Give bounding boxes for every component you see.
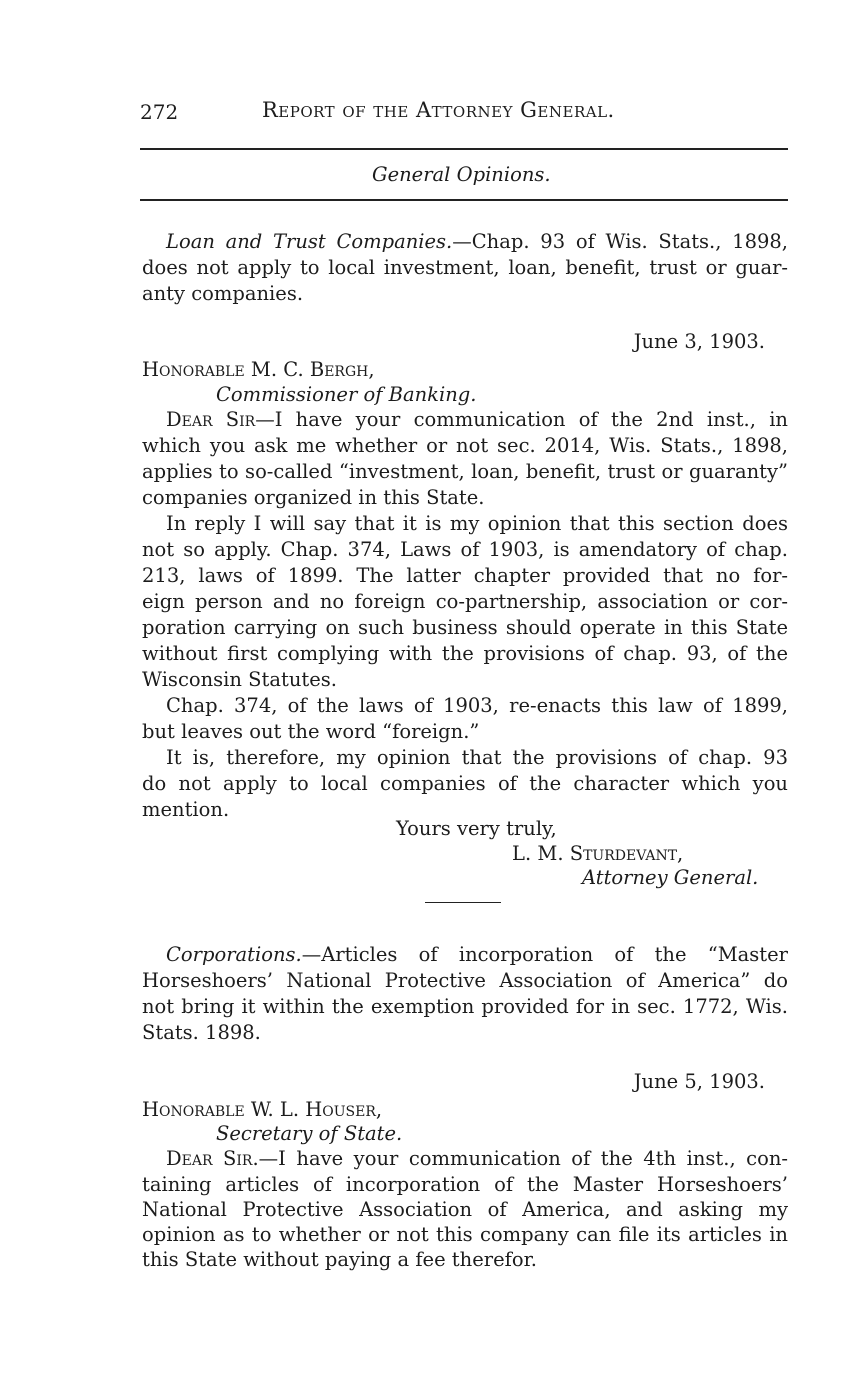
headnote-1-topic: Loan and Trust Companies. [166,230,453,253]
headnote-2-topic: Corporations. [166,943,302,966]
opinion-1-body-line-3: applies to so-called “investment, loan, benefit, trust or guaranty” [142,460,788,483]
section-divider [425,902,501,903]
headnote-1-line-1: Loan and Trust Companies.—Chap. 93 of Wis. Stats., 1898, [166,230,788,253]
opinion-1-body-line-10: without first complying with the provisions of chap. 93, of the [142,642,788,665]
opinion-2-date: June 5, 1903. [633,1070,765,1093]
running-title: Report of the Attorney General. [262,98,615,122]
opinion-1-body-line-8: eign person and no foreign co-partnership, association or cor- [142,590,788,613]
headnote-2-line-3: not bring it within the exemption provided for in sec. 1772, Wis. [142,995,788,1018]
header-top-rule [140,148,788,150]
opinion-1-date: June 3, 1903. [633,330,765,353]
opinion-1-body-line-13: but leaves out the word “foreign.” [142,720,480,743]
opinion-2-addressee: Honorable W. L. Houser, [142,1098,383,1121]
opinion-2-body-line-2: taining articles of incorporation of the Master Horseshoers’ [142,1173,788,1196]
opinion-1-body-line-14: It is, therefore, my opinion that the provisions of chap. 93 [166,746,788,769]
headnote-2-line-4: Stats. 1898. [142,1021,261,1044]
opinion-1-body-line-2: which you ask me whether or not sec. 2014, Wis. Stats., 1898, [142,434,788,457]
opinion-1-closing: Yours very truly, [396,817,557,840]
opinion-2-salutation: Dear Sir. [166,1147,259,1170]
opinion-1-addressee-title: Commissioner of Banking. [216,383,477,406]
opinion-2-body-line-4: opinion as to whether or not this company can file its articles in [142,1223,788,1246]
headnote-2-line-1: Corporations.—Articles of incorporation of the “Master [166,943,788,966]
opinion-1-body-line-4: companies organized in this State. [142,486,485,509]
opinion-1-signer: L. M. Sturdevant, [512,842,684,865]
headnote-2-line-2: Horseshoers’ National Protective Association of America” do [142,969,788,992]
header-bottom-rule [140,199,788,201]
headnote-1-line-3: anty companies. [142,282,304,305]
opinion-2-body-line-3: National Protective Association of America, and asking my [142,1198,788,1221]
opinion-1-signer-title: Attorney General. [582,866,759,889]
opinion-1-body-line-9: poration carrying on such business should operate in this State [142,616,788,639]
opinion-1-body-line-1: Dear Sir—I have your communication of the 2nd inst., in [166,408,788,431]
opinion-1-body-line-7: 213, laws of 1899. The latter chapter provided that no for- [142,564,788,587]
opinion-1-body-line-12: Chap. 374, of the laws of 1903, re-enacts this law of 1899, [166,694,788,717]
opinion-1-salutation: Dear Sir [166,408,256,431]
opinion-2-body-line-5: this State without paying a fee therefor. [142,1248,537,1271]
opinion-1-addressee: Honorable M. C. Bergh, [142,358,375,381]
page-number: 272 [140,100,179,124]
section-title: General Opinions. [372,163,551,186]
opinion-1-body-line-15: do not apply to local companies of the character which you [142,772,788,795]
headnote-1-line-2: does not apply to local investment, loan, benefit, trust or guar- [142,256,788,279]
opinion-2-addressee-title: Secretary of State. [216,1122,403,1145]
opinion-2-body-line-1: Dear Sir.—I have your communication of the 4th inst., con- [166,1147,788,1170]
opinion-1-body-line-5: In reply I will say that it is my opinion that this section does [166,512,788,535]
opinion-1-body-line-11: Wisconsin Statutes. [142,668,337,691]
opinion-1-body-line-16: mention. [142,798,230,821]
opinion-1-body-line-6: not so apply. Chap. 374, Laws of 1903, is amendatory of chap. [142,538,788,561]
